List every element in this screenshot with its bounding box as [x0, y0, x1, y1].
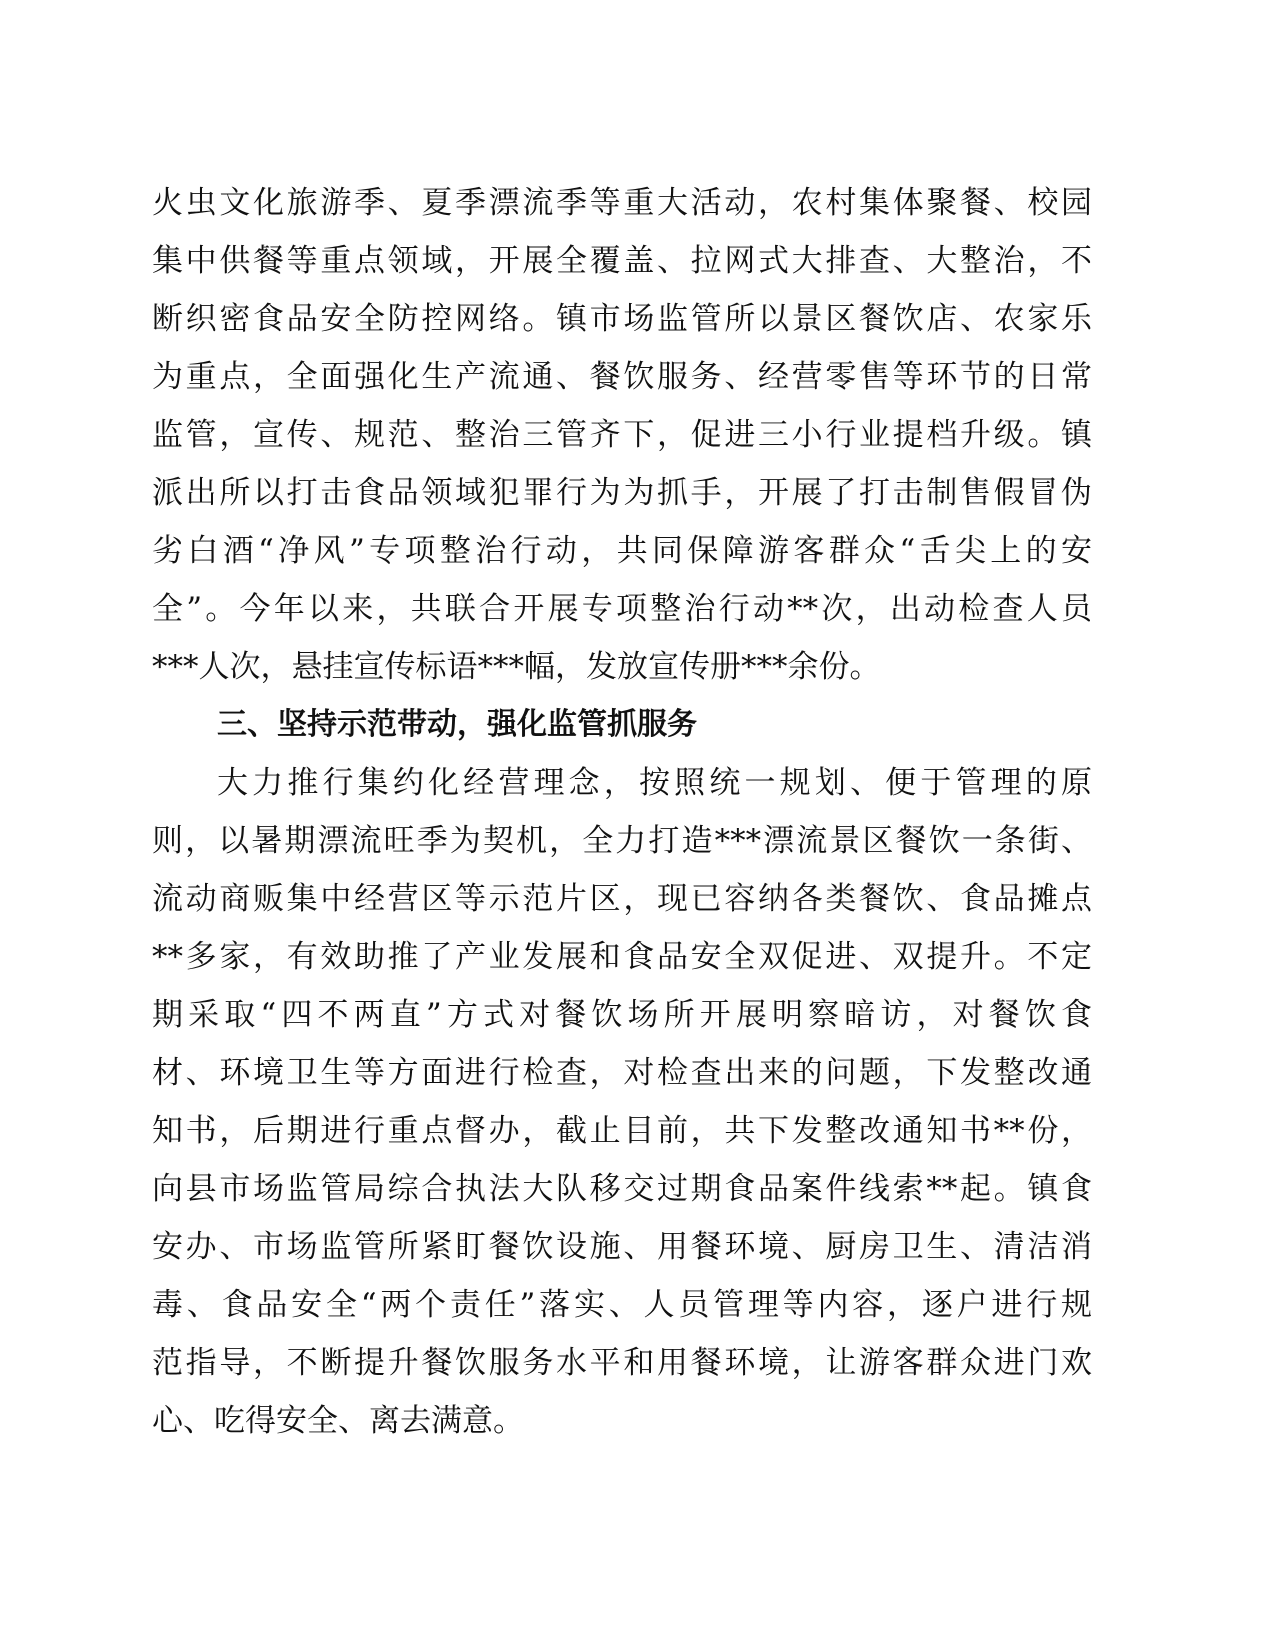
- paragraph-2-line-4: **多家，有效助推了产业发展和食品安全双促进、双提升。不定: [152, 939, 1092, 975]
- paragraph-2-line-7: 知书，后期进行重点督办，截止目前，共下发整改通知书**份，: [152, 1113, 1092, 1149]
- paragraph-2-line-1: 大力推行集约化经营理念，按照统一规划、便于管理的原: [217, 765, 1092, 801]
- paragraph-2-line-10: 毒、食品安全“两个责任”落实、人员管理等内容，逐户进行规: [152, 1287, 1092, 1323]
- paragraph-2-line-12: 心、吃得安全、离去满意。: [152, 1403, 524, 1439]
- paragraph-1-line-5: 监管，宣传、规范、整治三管齐下，促进三小行业提档升级。镇: [152, 417, 1092, 453]
- paragraph-2-line-3: 流动商贩集中经营区等示范片区，现已容纳各类餐饮、食品摊点: [152, 881, 1092, 917]
- paragraph-2-line-6: 材、环境卫生等方面进行检查，对检查出来的问题，下发整改通: [152, 1055, 1092, 1091]
- paragraph-2-line-2: 则，以暑期漂流旺季为契机，全力打造***漂流景区餐饮一条街、: [152, 823, 1092, 859]
- section-heading: 三、坚持示范带动，强化监管抓服务: [217, 707, 697, 742]
- paragraph-1-line-9: ***人次，悬挂宣传标语***幅，发放宣传册***余份。: [152, 649, 881, 685]
- paragraph-1-line-8: 全”。今年以来，共联合开展专项整治行动**次，出动检查人员: [152, 591, 1092, 627]
- paragraph-1-line-3: 断织密食品安全防控网络。镇市场监管所以景区餐饮店、农家乐: [152, 301, 1092, 337]
- paragraph-2-line-5: 期采取“四不两直”方式对餐饮场所开展明察暗访，对餐饮食: [152, 997, 1092, 1033]
- paragraph-1-line-7: 劣白酒“净风”专项整治行动，共同保障游客群众“舌尖上的安: [152, 533, 1092, 569]
- paragraph-1-line-2: 集中供餐等重点领域，开展全覆盖、拉网式大排查、大整治，不: [152, 243, 1092, 279]
- paragraph-1-line-6: 派出所以打击食品领域犯罪行为为抓手，开展了打击制售假冒伪: [152, 475, 1092, 511]
- paragraph-2-line-9: 安办、市场监管所紧盯餐饮设施、用餐环境、厨房卫生、清洁消: [152, 1229, 1092, 1265]
- paragraph-2-line-8: 向县市场监管局综合执法大队移交过期食品案件线索**起。镇食: [152, 1171, 1092, 1207]
- paragraph-1-line-4: 为重点，全面强化生产流通、餐饮服务、经营零售等环节的日常: [152, 359, 1092, 395]
- paragraph-2-line-11: 范指导，不断提升餐饮服务水平和用餐环境，让游客群众进门欢: [152, 1345, 1092, 1381]
- paragraph-1-line-1: 火虫文化旅游季、夏季漂流季等重大活动，农村集体聚餐、校园: [152, 185, 1092, 221]
